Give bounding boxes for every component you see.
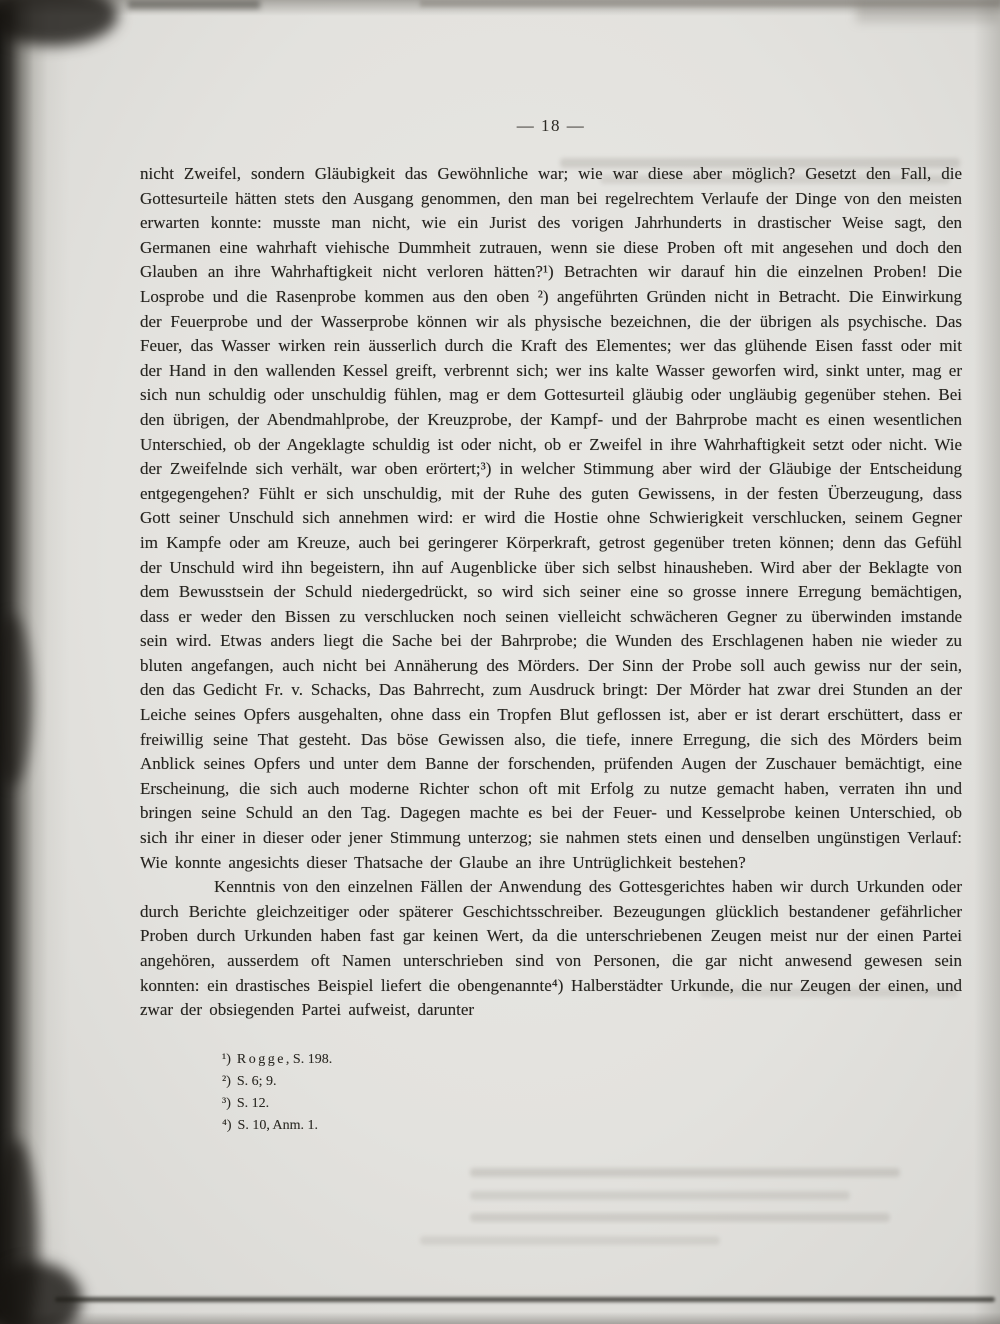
scan-artifact-blob-top-left (0, 0, 118, 46)
scan-artifact-ghost-text-5 (470, 1191, 850, 1200)
footnote-2-marker: ²) (222, 1073, 231, 1089)
footnotes-section (140, 1049, 962, 1137)
scan-artifact-top-patch-2 (420, 0, 1000, 7)
body-paragraph-2: Kenntnis von den einzelnen Fällen der Anwendung des Gottesgerichtes haben wir durch Urkunden oder durch Berichte gleichzeitiger oder späterer Geschichtsschreiber. Bezeugungen glücklich bestandener gefährlicher Proben durch Urkunden haben fast gar keinen Wert, da die unterschriebenen Zeugen meist nur der einen Partei angehören, ausserdem oft Namen unterschrieben sind von Personen, die gar nicht anwesend gewesen sein konnten: ein drastisches Beispiel liefert die obengenannte⁴) Halberstädter Urkunde, die nur Zeugen der einen, und zwar der obsiegenden Partei aufweist, darunter (140, 877, 962, 1020)
scan-edge-shadow-top (0, 0, 1000, 16)
footnote-4-text: S. 10, Anm. 1. (237, 1117, 319, 1133)
body-paragraph-1: nicht Zweifel, sondern Gläubigkeit das Gewöhnliche war; wie war diese aber möglich? Gesetzt den Fall, die Gottesurteile hätten stets den Ausgang genommen, den man bei regelrechtem Verlaufe der Dinge von den meisten erwarten konnte: musste man nicht, wie ein Jurist des vorigen Jahrhunderts in drastischer Weise sagt, den Germanen eine wahrhaft viehische Dummheit zutrauen, wenn sie diese Proben oft mit angesehen und doch den Glauben an ihre Wahrhaftigkeit nicht verloren hätten?¹) Betrachten wir darauf hin die einzelnen Proben! Die Losprobe und die Rasenprobe kommen aus den oben ²) angeführten Gründen nicht in Betracht. Die Einwirkung der Feuerprobe und der Wasserprobe können wir als physische bezeichnen, die der übrigen als psychische. Das Feuer, das Wasser wirken rein äusserlich durch die Kraft des Elementes; wer das glühende Eisen fasst oder mit der Hand in den wallenden Kessel greift, verbrennt sich; wer ins kalte Wasser geworfen wird, sinkt unter, mag er sich nun schuldig oder unschuldig fühlen, mag er dem Gottesurteil gläubig oder ungläubig gegenüber stehen. Bei den übrigen, der Abendmahlprobe, der Kreuzprobe, der Kampf- und der Bahrprobe macht es einen wesentlichen Unterschied, ob der Angeklagte schuldig ist oder nicht, ob er Zweifel in ihre Wahrhaftigkeit setzt oder nicht. Wie der Zweifelnde sich verhält, war oben erörtert;³) in welcher Stimmung aber wird der Gläubige der Entscheidung entgegengehen? Fühlt er sich unschuldig, mit der Ruhe des guten Gewissens, in der festen Überzeugung, dass Gott seiner Unschuld sich annehmen wird: er wird die Hostie ohne Schwierigkeit verschlucken, seinem Gegner im Kampfe oder am Kreuze, auch bei geringerer Körperkraft, getrost gegenüber treten können; denn das Gefühl der Unschuld wird ihn begeistern, ihn auf Augenblicke über sich selbst hinausheben. Wird aber der Beklagte von dem Bewusstsein der Schuld niedergedrückt, so wird sich seiner eine so grosse innere Erregung bemächtigen, dass er weder den Bissen zu verschlucken noch seinen vielleicht schwächeren Gegner zu überwinden imstande sein wird. Etwas anders liegt die Sache bei der Bahrprobe; die Wunden des Erschlagenen haben nie wieder zu bluten angefangen, auch nicht bei Annäherung des Mörders. Der Sinn der Probe soll auch gewiss nur der sein, den das Gedicht Fr. v. Schacks, Das Bahrrecht, zum Ausdruck bringt: Der Mörder hat zwar drei Stunden an der Leiche seines Opfers ausgehalten, ohne dass ein Tropfen Blut geflossen ist, aber er ist derart erschüttert, dass er freiwillig seine That gesteht. Das böse Gewissen also, die tiefe, innere Erregung, die sich des Mörders beim Anblick seines Opfers und unter dem Banne der forschenden, prüfenden Augen der Zuschauer bemächtigt, eine Erscheinung, die sich auch moderne Richter schon oft mit Erfolg zu nutze gemacht haben, verraten ihn und bringen seine Schuld an den Tag. Dagegen machte es bei der Feuer- und Kesselprobe keinen Unterschied, ob sich ihr einer in dieser oder jener Stimmung unterzog; sie nahmen stets einen und denselben ungünstigen Verlauf: Wie konnte angesichts dieser Thatsache der Glaube an ihre Untrüglichkeit bestehen? (140, 164, 962, 872)
footnote-1-author: Rogge (236, 1051, 286, 1067)
footnote-1 (222, 1049, 962, 1071)
footnote-3 (222, 1093, 962, 1115)
footnote-2 (222, 1071, 962, 1093)
scan-artifact-ghost-text-7 (420, 1236, 720, 1245)
footnote-1-text: , S. 198. (285, 1051, 333, 1067)
scan-artifact-top-right-patch (856, 0, 1000, 22)
footnote-2-text: S. 6; 9. (236, 1073, 277, 1089)
page-content (140, 116, 962, 1137)
footnote-4 (222, 1115, 962, 1137)
footnote-4-marker: ⁴) (222, 1117, 232, 1133)
scan-artifact-ghost-text-6 (470, 1213, 890, 1222)
footnote-1-marker: ¹) (222, 1051, 231, 1067)
scan-artifact-blob-bottom-left (0, 1262, 82, 1324)
scan-artifact-blob-left-low (0, 1140, 38, 1324)
scan-edge-shadow-left (0, 0, 70, 1324)
scan-edge-shadow-bottom (0, 1312, 1000, 1324)
page-number: — 18 — (516, 116, 586, 135)
scan-artifact-ghost-text-4 (470, 1168, 900, 1177)
scan-artifact-top-patch-1 (128, 0, 260, 9)
scan-edge-shadow-right (974, 0, 1000, 1324)
scan-artifact-bottom-streak (55, 1297, 995, 1302)
footnote-3-marker: ³) (222, 1095, 231, 1111)
scan-artifact-blob-left-mid (0, 615, 32, 785)
footnote-3-text: S. 12. (236, 1095, 270, 1111)
